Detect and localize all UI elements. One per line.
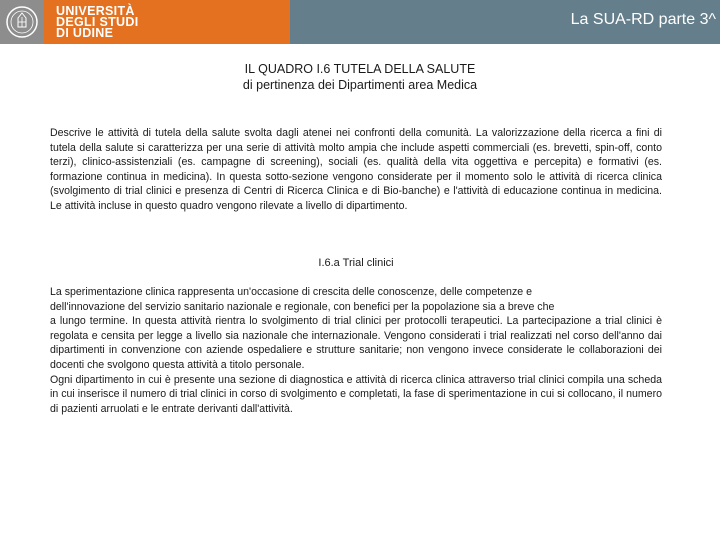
university-wordmark	[56, 3, 139, 40]
logo-line: DI UDINE	[56, 25, 114, 40]
university-logo	[0, 0, 290, 44]
logo-line: DEGLI STUDI	[56, 14, 139, 29]
slide-title: La SUA-RD parte 3^	[570, 11, 716, 28]
paragraph-block: Ogni dipartimento in cui è presente una sezione di diagnostica e attività di ricerca clinica attraverso trial clinici compila una scheda in cui inserisce il numero di trial clinici in corso di svolgimento e completati, la fase di sperimentazione in cui si collocano, il numero di pazienti arruolati e le entrate derivanti dall'attività.	[50, 373, 662, 415]
paragraph-line: dell'innovazione del servizio sanitario nazionale e regionale, con benefici per la popolazione sia a breve che	[50, 300, 555, 313]
logo-line: UNIVERSITÀ	[56, 3, 135, 18]
slide-header	[0, 0, 720, 44]
section-title	[0, 61, 720, 93]
subsection-title: I.6.a Trial clinici	[318, 257, 394, 269]
intro-paragraph: Descrive le attività di tutela della salute svolta dagli atenei nei confronti della comunità. La valorizzazione della ricerca a fini di tutela della salute si caratterizza per una serie di attività molto ampia che include aspetti commerciali (es. brevetti, spin-off, conto terzi), clinico-assistenziali (es. campagne di screening), sociali (es. qualità della vita oggettiva e percepita) e formativi (es. formazione continua in medicina). In questa sotto-sezione vengono considerate per il momento solo le attività di ricerca clinica (svolgimento di trial clinici e presenza di Centri di Ricerca Clinica e di Bio-banche) e l'attività di educazione continua in medicina. Le attività incluse in questo quadro vengono rilevate a livello di dipartimento.	[50, 127, 662, 212]
university-seal-icon	[0, 0, 44, 44]
subsection-paragraph	[50, 285, 662, 416]
title-bar	[290, 0, 720, 44]
paragraph-line: La sperimentazione clinica rappresenta un'occasione di crescita delle conoscenze, delle competenze e	[50, 286, 532, 298]
paragraph-block: a lungo termine. In questa attività rientra lo svolgimento di trial clinici per protocolli terapeutici. La partecipazione a trial clinici è regolata e censita per legge a livello sia nazionale che internazionale. Vengono considerati i trial realizzati nel corso dell'anno dai dipartimenti in convenzione con aziende ospedaliere e strutture sanitarie; non vengono invece considerate le collaborazioni dei docenti che svolgono questa attività a titolo personale.	[50, 315, 662, 371]
section-title-line2: di pertinenza dei Dipartimenti area Medica	[242, 78, 478, 92]
section-title-line1: IL QUADRO I.6 TUTELA DELLA SALUTE	[244, 62, 476, 76]
